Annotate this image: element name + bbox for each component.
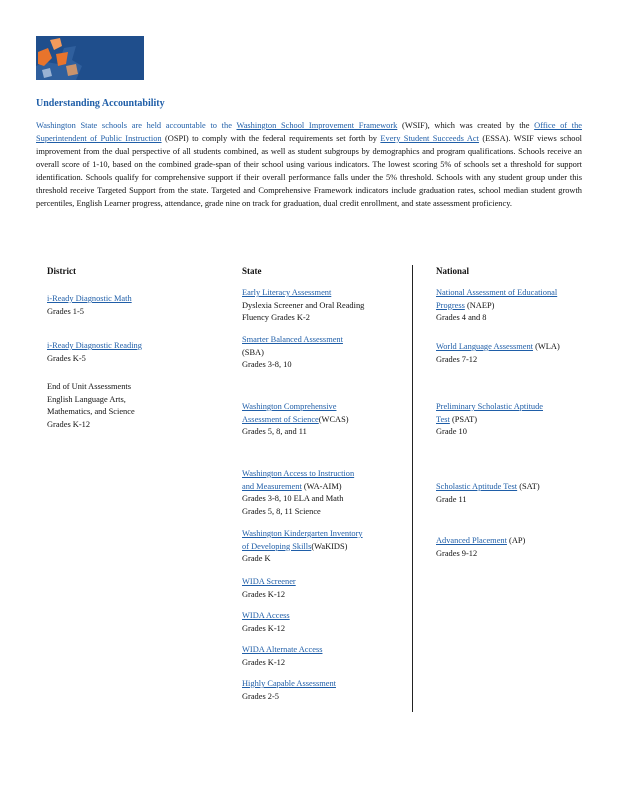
assessment-abbr: (WCAS) bbox=[318, 414, 349, 424]
assessment-entry bbox=[242, 610, 290, 635]
grades-text: Grades 5, 8, 11 Science bbox=[242, 506, 321, 516]
intro-text-3: (OSPI) to comply with the federal requirements set forth by bbox=[161, 134, 381, 143]
grades-text: Grades 3-8, 10 ELA and Math bbox=[242, 494, 344, 503]
intro-paragraph bbox=[36, 119, 582, 210]
assessment-entry bbox=[242, 468, 354, 518]
sba-link[interactable]: Smarter Balanced Assessment bbox=[242, 335, 343, 344]
intro-text-4: (ESSA). WSIF views school improvement from the dual perspective of all students combined, as well as student subgroups by demographics and program qualifications. Schools receive an overall score of 1-10, based on the combined grade-span of their school using various indicators. The lowest scoring 5% of schools set a threshold for support identification. Schools qualify for comprehensive support if their overall performance falls under the 5% threshold. Schools with any student group under this threshold receive Targeted Support from the state. Targeted and Comprehensive Framework indicators include graduation rates, school median student growth percentiles, English Learner progress, attendance, grade nine on track for graduation, dual credit enrollment, and state assessment proficiency. bbox=[36, 134, 582, 208]
assessment-abbr: (AP) bbox=[506, 536, 526, 545]
assessment-entry bbox=[436, 535, 525, 560]
sat-link[interactable]: Scholastic Aptitude Test bbox=[436, 482, 518, 491]
grades-text: Grades 1-5 bbox=[47, 306, 84, 316]
assessment-entry bbox=[242, 287, 364, 325]
grades-text: Grades 3-8, 10 bbox=[242, 360, 292, 369]
intro-text-1: Washington State schools are held accountable to the bbox=[36, 121, 237, 130]
wida-screener-link[interactable]: WIDA Screener bbox=[242, 577, 296, 586]
assessment-abbr: (PSAT) bbox=[449, 414, 478, 424]
assessment-entry bbox=[436, 481, 540, 506]
wcas-link-line1[interactable]: Washington Comprehensive bbox=[242, 402, 337, 411]
assessment-entry bbox=[47, 293, 132, 318]
iready-reading-link[interactable]: i-Ready Diagnostic Reading bbox=[47, 341, 142, 350]
wakids-link-line2[interactable]: of Developing Skills bbox=[242, 541, 312, 551]
wla-link[interactable]: World Language Assessment bbox=[436, 342, 534, 351]
grades-text: Grade 11 bbox=[436, 494, 467, 504]
assessment-entry bbox=[242, 401, 349, 439]
national-column-header: National bbox=[436, 266, 470, 276]
wa-aim-link-line2[interactable]: and Measurement bbox=[242, 481, 302, 491]
highly-capable-link[interactable]: Highly Capable Assessment bbox=[242, 679, 336, 688]
grades-text: Grades 4 and 8 bbox=[436, 313, 487, 322]
assessment-abbr: (NAEP) bbox=[466, 300, 495, 310]
assessment-entry bbox=[47, 340, 142, 365]
assessment-entry bbox=[436, 287, 557, 325]
logo bbox=[36, 36, 144, 80]
assessment-detail: Dyslexia Screener and Oral Reading bbox=[242, 300, 365, 310]
psat-link-line1[interactable]: Preliminary Scholastic Aptitude bbox=[436, 402, 543, 411]
assessment-abbr: (WLA) bbox=[533, 342, 560, 351]
assessment-entry bbox=[242, 528, 363, 566]
assessment-detail: Mathematics, and Science bbox=[47, 407, 135, 416]
district-column-header: District bbox=[47, 266, 76, 276]
assessment-entry bbox=[242, 334, 343, 372]
grades-text: Grades 2-5 bbox=[242, 691, 279, 701]
grades-text: Grades K-12 bbox=[47, 419, 91, 429]
state-column-header: State bbox=[242, 266, 262, 276]
assessment-abbr: (WaKIDS) bbox=[311, 541, 348, 551]
assessment-detail: English Language Arts, bbox=[47, 394, 126, 404]
grades-text: Grades K-12 bbox=[242, 623, 286, 633]
assessment-entry bbox=[242, 576, 296, 601]
early-literacy-link[interactable]: Early Literacy Assessment bbox=[242, 288, 332, 297]
wakids-link-line1[interactable]: Washington Kindergarten Inventory bbox=[242, 529, 363, 538]
assessment-abbr: (SAT) bbox=[517, 482, 540, 491]
assessment-name: End of Unit Assessments bbox=[47, 382, 131, 391]
assessment-entry bbox=[242, 644, 322, 669]
grades-text: Grades 9-12 bbox=[436, 548, 478, 558]
iready-math-link[interactable]: i-Ready Diagnostic Math bbox=[47, 294, 132, 303]
wcas-link-line2[interactable]: Assessment of Science bbox=[242, 414, 319, 424]
grades-text: Grade K bbox=[242, 554, 271, 563]
naep-link-line2[interactable]: Progress bbox=[436, 300, 465, 310]
grades-text: Grade 10 bbox=[436, 427, 467, 436]
wsif-link[interactable]: Washington School Improvement Framework bbox=[236, 121, 398, 130]
assessment-entry bbox=[436, 401, 543, 439]
assessment-entry bbox=[47, 381, 135, 431]
psat-link-line2[interactable]: Test bbox=[436, 414, 450, 424]
assessment-detail: Fluency Grades K-2 bbox=[242, 313, 310, 322]
assessment-abbr: (WA-AIM) bbox=[303, 481, 342, 491]
column-divider bbox=[412, 265, 413, 712]
assessment-entry bbox=[242, 678, 336, 703]
essa-link[interactable]: Every Student Succeeds Act bbox=[380, 134, 479, 143]
section-heading: Understanding Accountability bbox=[36, 98, 165, 109]
grades-text: Grades 5, 8, and 11 bbox=[242, 427, 307, 436]
grades-text: Grades K-5 bbox=[47, 353, 86, 363]
assessment-entry bbox=[436, 341, 560, 366]
grades-text: Grades K-12 bbox=[242, 657, 286, 667]
assessment-abbr: (SBA) bbox=[242, 347, 264, 357]
grades-text: Grades 7-12 bbox=[436, 354, 478, 364]
ap-link[interactable]: Advanced Placement bbox=[436, 536, 507, 545]
wa-aim-link-line1[interactable]: Washington Access to Instruction bbox=[242, 469, 355, 478]
intro-text-2: (WSIF), which was created by the bbox=[397, 121, 535, 130]
ospi-link[interactable]: Office of the Superintendent of Public Instruction bbox=[36, 121, 583, 143]
logo-graphic bbox=[36, 36, 144, 80]
wida-access-link[interactable]: WIDA Access bbox=[242, 611, 290, 620]
wida-alternate-access-link[interactable]: WIDA Alternate Access bbox=[242, 645, 323, 654]
grades-text: Grades K-12 bbox=[242, 589, 286, 599]
naep-link-line1[interactable]: National Assessment of Educational bbox=[436, 288, 558, 297]
